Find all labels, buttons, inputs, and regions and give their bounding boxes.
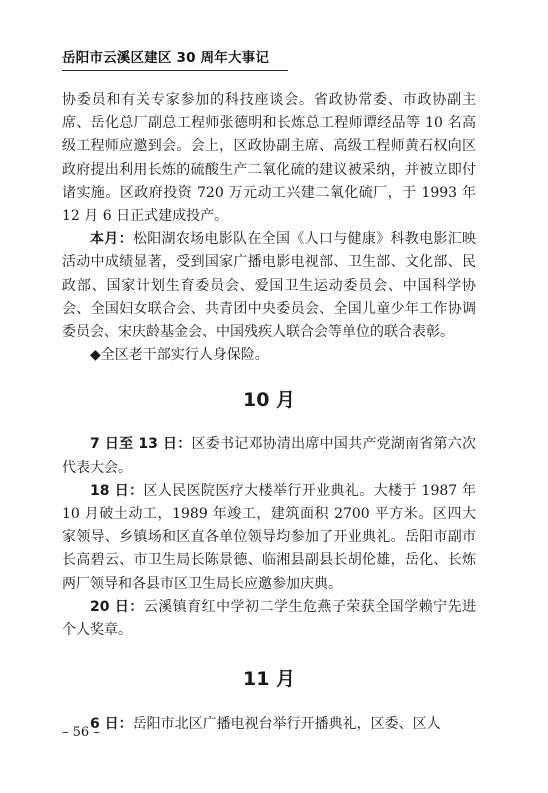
entry-date-label: 6 日： <box>90 716 133 733</box>
entry-date-label: 本月： <box>90 231 133 248</box>
entry-oct-18 <box>62 480 476 596</box>
month-heading-november: 11 月 <box>242 668 296 691</box>
entry-date-label: 7 日至 13 日： <box>90 436 192 453</box>
entry-text: 岳阳市北区广播电视台举行开播典礼，区委、区人 <box>132 716 441 733</box>
entry-month-end <box>62 228 476 344</box>
month-heading-october: 10 月 <box>242 389 296 412</box>
bullet-item: ◆全区老干部实行人身保险。 <box>90 347 269 364</box>
entry-text: 区人民医院医疗大楼举行开业典礼。大楼于 1987 年 10 月破土动工，1989 年竣工，建筑面积 2700 平方米。区四大家领导、乡镇场和区直各单位领导均参加了开业典礼。岳阳市副市长高碧云、市卫生局长陈景德、临湘县副县长胡伦雄，岳化、长炼两厂领导和各县市区卫生局长应邀参加庆典。 <box>62 482 476 592</box>
entry-text: 松阳湖农场电影队在全国《人口与健康》科教电影汇映活动中成绩显著，受到国家广播电影电视部、卫生部、文化部、民政部、国家计划生育委员会、爱国卫生运动委员会、中国科学协会、全国妇女联合会、共青团中央委员会、全国儿童少年工作协调委员会、宋庆龄基金会、中国残疾人联合会等单位的联合表彰。 <box>62 231 477 341</box>
entry-nov-6 <box>62 713 476 736</box>
entry-date-label: 20 日： <box>90 598 144 615</box>
entry-date-label: 18 日： <box>90 482 144 499</box>
entry-oct-7-13 <box>62 433 476 479</box>
continued-paragraph: 协委员和有关专家参加的科技座谈会。省政协常委、市政协副主席、岳化总厂副总工程师张德明和长炼总工程师谭经品等 10 名高级工程师应邀到会。会上，区政协副主席、高级工程师黄石权向区政府提出利用长炼的硫酸生产二氧化硫的建议被采纳，并被立即付诸实施。区政府投资 720 万元动工兴建二氧化硫厂，于 1993 年 12 月 6 日正式建成投产。 <box>62 92 476 225</box>
page-body <box>62 89 476 736</box>
page-number: – 56 – <box>62 725 100 740</box>
entry-text: 区委书记邓协清出席中国共产党湖南省第六次代表大会。 <box>62 436 476 476</box>
entry-oct-20 <box>62 596 476 642</box>
header-rule <box>62 70 288 71</box>
running-header: 岳阳市云溪区建区 30 周年大事记 <box>62 50 270 66</box>
entry-text: 云溪镇育红中学初二学生危燕子荣获全国学赖宁先进个人奖章。 <box>62 598 477 639</box>
